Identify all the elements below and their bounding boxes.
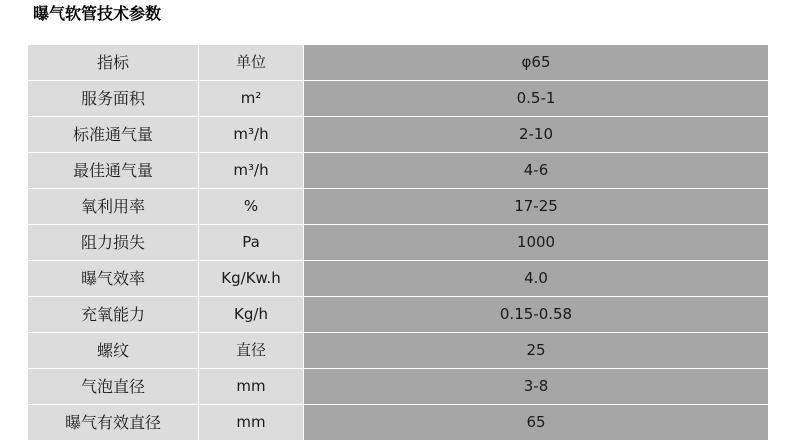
row-unit: m² (199, 81, 304, 117)
row-value: 1000 (304, 225, 769, 261)
row-indicator: 服务面积 (28, 81, 199, 117)
table-row (28, 189, 769, 225)
row-indicator: 氧利用率 (28, 189, 199, 225)
header-unit: 单位 (199, 44, 304, 81)
row-unit: Pa (199, 225, 304, 261)
row-unit: mm (199, 369, 304, 405)
row-value: 0.5-1 (304, 81, 769, 117)
row-indicator: 曝气效率 (28, 261, 199, 297)
table-row (28, 297, 769, 333)
page-title: 曝气软管技术参数 (33, 4, 162, 23)
table-row (28, 153, 769, 189)
row-unit: mm (199, 405, 304, 441)
row-indicator: 最佳通气量 (28, 153, 199, 189)
table-row (28, 225, 769, 261)
row-indicator: 曝气有效直径 (28, 405, 199, 441)
table-row (28, 81, 769, 117)
row-indicator: 螺纹 (28, 333, 199, 369)
row-indicator: 阻力损失 (28, 225, 199, 261)
row-indicator: 标准通气量 (28, 117, 199, 153)
spec-table (27, 43, 769, 441)
row-value: 3-8 (304, 369, 769, 405)
row-value: 25 (304, 333, 769, 369)
row-unit: m³/h (199, 153, 304, 189)
row-value: 4-6 (304, 153, 769, 189)
row-unit: Kg/Kw.h (199, 261, 304, 297)
row-value: 4.0 (304, 261, 769, 297)
row-value: 65 (304, 405, 769, 441)
row-indicator: 充氧能力 (28, 297, 199, 333)
row-unit: % (199, 189, 304, 225)
table-row (28, 333, 769, 369)
table-row (28, 117, 769, 153)
row-indicator: 气泡直径 (28, 369, 199, 405)
table-row (28, 261, 769, 297)
row-unit: Kg/h (199, 297, 304, 333)
row-unit: m³/h (199, 117, 304, 153)
row-value: 0.15-0.58 (304, 297, 769, 333)
row-value: 17-25 (304, 189, 769, 225)
header-indicator: 指标 (28, 44, 199, 81)
table-row (28, 369, 769, 405)
table-row (28, 405, 769, 441)
row-value: 2-10 (304, 117, 769, 153)
row-unit: 直径 (199, 333, 304, 369)
table-header-row (28, 44, 769, 81)
header-spec-value: φ65 (304, 44, 769, 81)
